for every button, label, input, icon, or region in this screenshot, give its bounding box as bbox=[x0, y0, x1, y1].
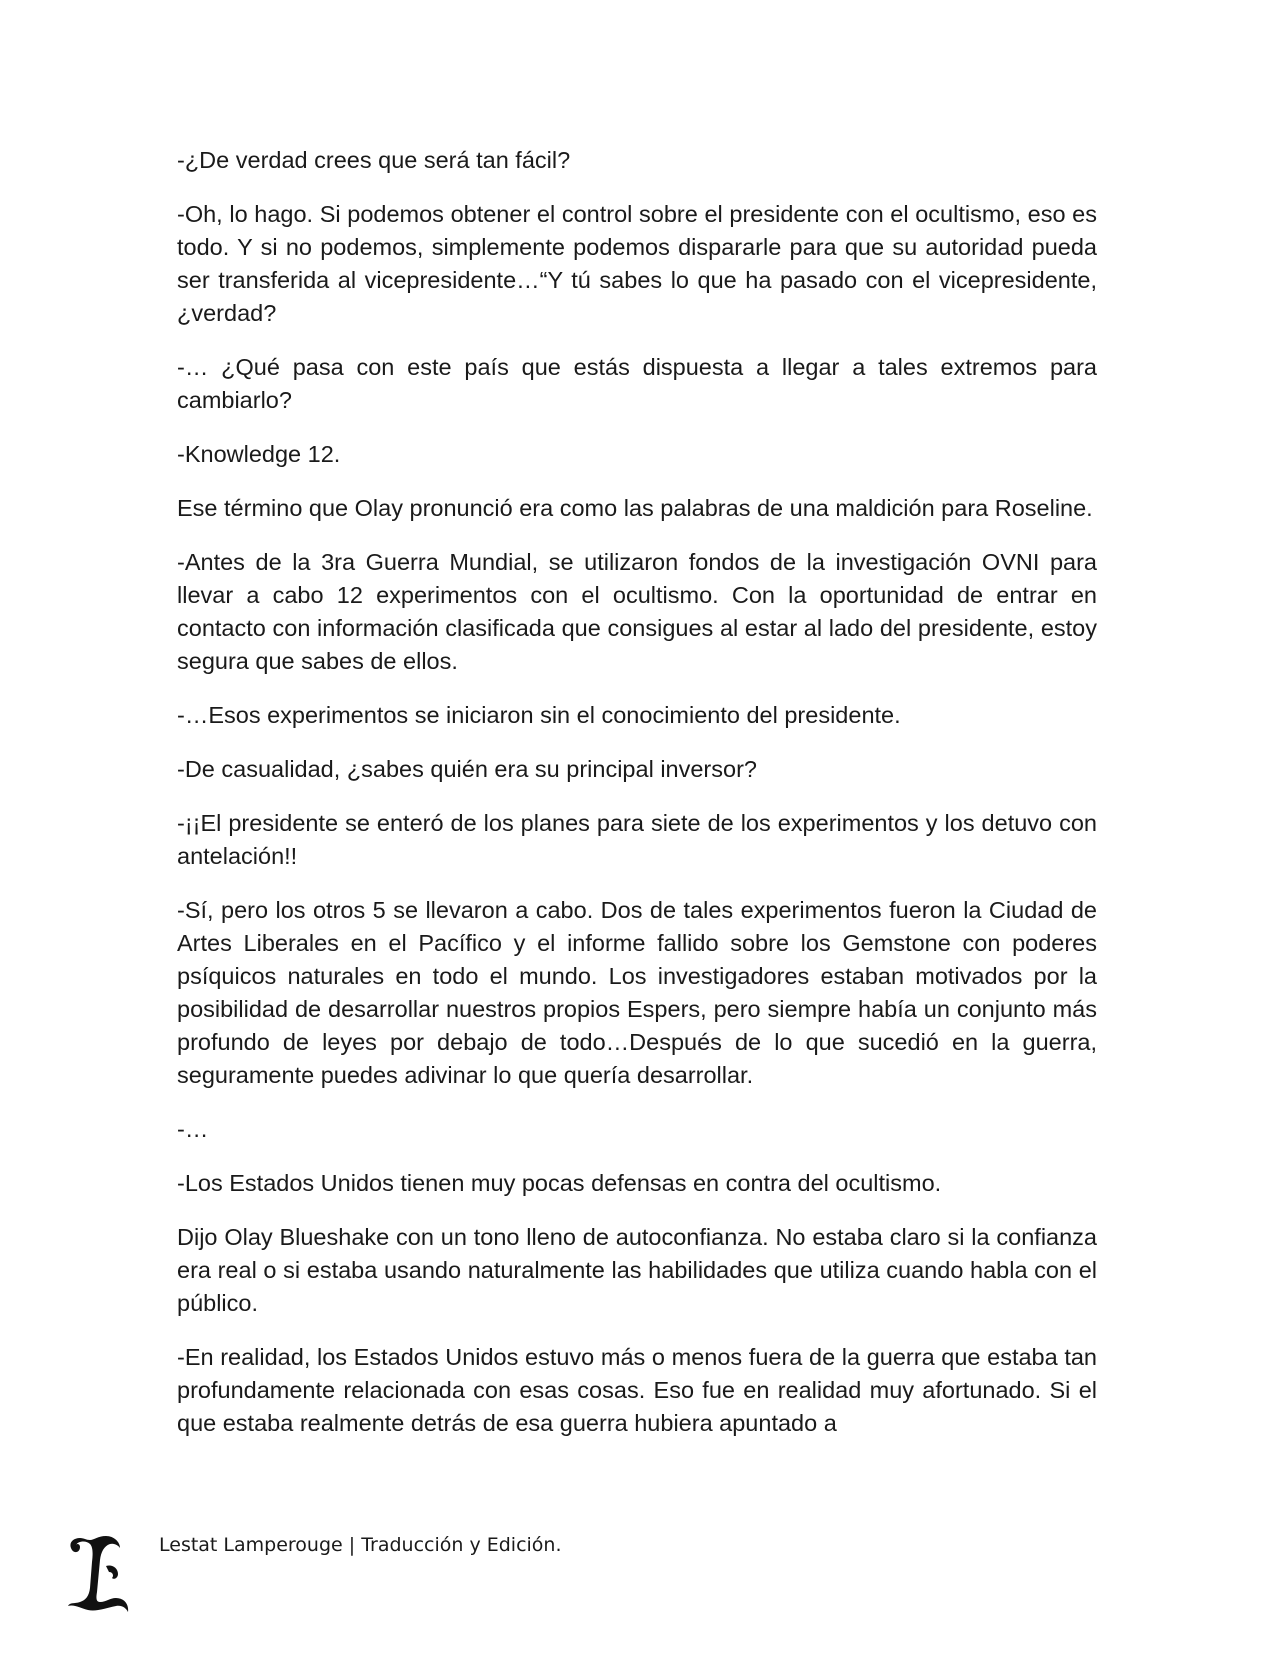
gothic-l-logo bbox=[66, 1532, 130, 1614]
paragraph: -… bbox=[177, 1116, 209, 1142]
paragraph: -… ¿Qué pasa con este país que estás dispuesta a llegar a tales extremos para cambiarlo? bbox=[177, 354, 1097, 413]
paragraph: -Oh, lo hago. Si podemos obtener el control sobre el presidente con el ocultismo, eso es todo. Y si no podemos, simplemente podemos dispararle para que su autoridad pueda ser transferida al vicepresidente…“Y tú sabes lo que ha pasado con el vicepresidente, ¿verdad? bbox=[177, 201, 1097, 326]
paragraph: -Antes de la 3ra Guerra Mundial, se utilizaron fondos de la investigación OVNI para llevar a cabo 12 experimentos con el ocultismo. Con la oportunidad de entrar en contacto con información clasificada que consigues al estar al lado del presidente, estoy segura que sabes de ellos. bbox=[177, 549, 1097, 674]
paragraph: -De casualidad, ¿sabes quién era su principal inversor? bbox=[177, 756, 757, 782]
document-body bbox=[177, 144, 1097, 1461]
paragraph: -…Esos experimentos se iniciaron sin el conocimiento del presidente. bbox=[177, 702, 901, 728]
paragraph: -¡¡El presidente se enteró de los planes para siete de los experimentos y los detuvo con antelación!! bbox=[177, 810, 1097, 869]
paragraph: -En realidad, los Estados Unidos estuvo más o menos fuera de la guerra que estaba tan profundamente relacionada con esas cosas. Eso fue en realidad muy afortunado. Si el que estaba realmente detrás de esa guerra hubiera apuntado a bbox=[177, 1344, 1097, 1436]
paragraph: Dijo Olay Blueshake con un tono lleno de autoconfianza. No estaba claro si la confianza era real o si estaba usando naturalmente las habilidades que utiliza cuando habla con el público. bbox=[177, 1224, 1097, 1316]
paragraph: -Sí, pero los otros 5 se llevaron a cabo. Dos de tales experimentos fueron la Ciudad de Artes Liberales en el Pacífico y el informe fallido sobre los Gemstone con poderes psíquicos naturales en todo el mundo. Los investigadores estaban motivados por la posibilidad de desarrollar nuestros propios Espers, pero siempre había un conjunto más profundo de leyes por debajo de todo…Después de lo que sucedió en la guerra, seguramente puedes adivinar lo que quería desarrollar. bbox=[177, 897, 1097, 1088]
paragraph: Ese término que Olay pronunció era como las palabras de una maldición para Roseline. bbox=[177, 495, 1093, 521]
paragraph: -Los Estados Unidos tienen muy pocas defensas en contra del ocultismo. bbox=[177, 1170, 942, 1196]
paragraph: -¿De verdad crees que será tan fácil? bbox=[177, 147, 571, 173]
footer-credit: Lestat Lamperouge | Traducción y Edición. bbox=[159, 1534, 562, 1556]
paragraph: -Knowledge 12. bbox=[177, 441, 341, 467]
